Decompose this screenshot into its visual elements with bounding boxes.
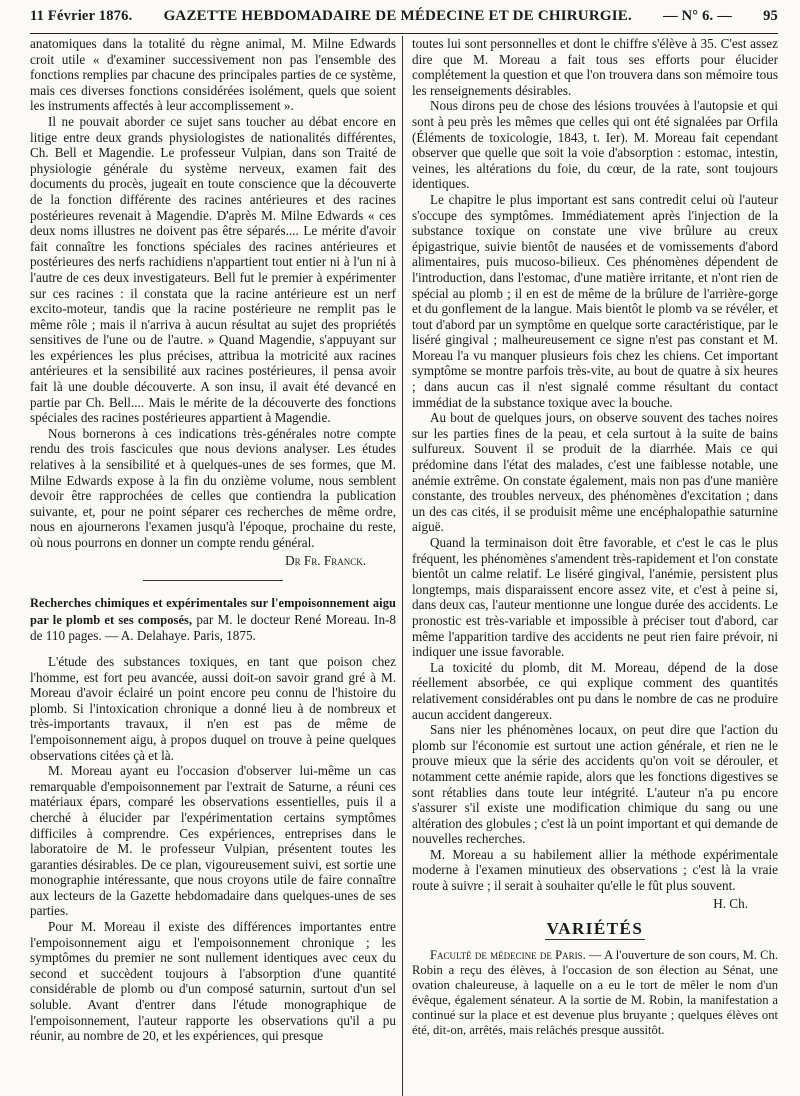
- left-column: [30, 36, 404, 1044]
- paragraph: M. Moreau a su habilement allier la méthode expérimentale moderne à l'examen minutieux des observations ; c'est là la vraie route à suivre ; il serait à souhaiter qu'elle le fût plus souvent.: [412, 846, 778, 894]
- paragraph: toutes lui sont personnelles et dont le chiffre s'élève à 35. C'est assez dire que M. Moreau a fait tous ses efforts pour élucider complétement la question et que l'on trouvera dans son mémoire tous les renseignements désirables.: [412, 36, 778, 98]
- issue-number: — N° 6. —: [663, 8, 732, 24]
- varietes-paragraph: [412, 948, 778, 1038]
- paragraph: M. Moreau ayant eu l'occasion d'observer lui-même un cas remarquable d'empoisonnement par l'extrait de Saturne, a réuni ces matériaux épars, comparé les observations essentielles, puis il a cherché à élucider par l'expérimentation certains symptômes difficiles à comprendre. Ces expériences, entreprises dans le laboratoire de M. le professeur Vulpian, présentent toutes les garanties désirables. De ce plan, vigoureusement suivi, est sortie une monographie intéressante, que nous croyons utile de faire connaître aux lecteurs de la Gazette hebdomadaire dans quelques-unes de ses parties.: [30, 763, 396, 919]
- separator-rule: [143, 580, 283, 581]
- paragraph: anatomiques dans la totalité du règne animal, M. Milne Edwards croit utile « d'examiner successivement non pas l'ensemble des fonctions remplies par chacune des principales parties de ce système, mais ces diverses fonctions considérées isolément, quels que soient les instruments affectés à leur accomplissement ».: [30, 36, 396, 114]
- paragraph: Nous bornerons à ces indications très-générales notre compte rendu des trois fascicules que nous devions analyser. Les études relatives à la sensibilité et à quelques-unes de ses formes, que M. Milne Edwards expose à la fin du onzième volume, nous semblent devoir être rapprochées de celles que contiendra la publication suivante, et, pour ne point séparer ces recherches de même ordre, nous en ajournerons l'examen jusqu'à l'époque, prochaine du reste, où nous pourrons en donner un compte rendu général.: [30, 425, 396, 550]
- page-number: 95: [763, 8, 778, 24]
- varietes-lead: Faculté de médecine de Paris.: [430, 947, 586, 962]
- journal-title: GAZETTE HEBDOMADAIRE DE MÉDECINE ET DE CHIRURGIE.: [163, 8, 632, 24]
- paragraph: La toxicité du plomb, dit M. Moreau, dépend de la dose réellement absorbée, ce qui explique comment des quantités relativement considérables ont pu dans le nombre de cas ne produire aucun accident dangereux.: [412, 659, 778, 722]
- paragraph: Quand la terminaison doit être favorable, et c'est le cas le plus fréquent, les phénomènes s'amendent très-rapidement et l'on constate bientôt un calme relatif. Le liséré gingival, l'anémie, persistent plus longtemps, mais disparaissent encore assez vite, et c'est à peine si, dans deux cas, l'auteur mentionne une longue durée des accidents. Le pronostic est très-variable et impossible à préciser tout d'abord, car même l'apparition tardive des accidents ne peut rien faire prévoir, ni indiquer une issue favorable.: [412, 535, 778, 660]
- review-details: par M. le docteur René Moreau. In-8 de 110 pages. — A. Delahaye. Paris, 1875.: [30, 611, 397, 644]
- signature-franck: Dr Fr. Franck.: [285, 552, 366, 568]
- paragraph: Le chapitre le plus important est sans contredit celui où l'auteur s'occupe des symptômes. Immédiatement après l'injection de la substance toxique on constate une vive brûlure au creux épigastrique, suivie bientôt de nausées et de vomissements d'abord alimentaires, puis mucoso-bilieux. Ces phénomènes dépendent de l'introduction, dans l'estomac, d'une matière irritante, et n'ont rien de spécial au plomb ; il en est de même de la brûlure de l'arrière-gorge et du gonflement de la langue. Mais bientôt le plomb va se révéler, et tout d'abord par un symptôme en quelque sorte caractéristique, par le liséré gingival ; malheureusement ce signe n'est pas constant et M. Moreau l'a vu manquer plusieurs fois chez les chiens. Cet important symptôme se montre parfois très-vite, au bout de quatre à six heures ; dans aucun cas il n'est signalé comme résultant du contact immédiat de la substance toxique avec la bouche.: [412, 191, 778, 410]
- review-heading: [30, 595, 396, 644]
- paragraph: Il ne pouvait aborder ce sujet sans toucher au débat encore en litige entre deux grands physiologistes de nationalités différentes, Ch. Bell et Magendie. Le professeur Vulpian, dans son Traité de physiologie générale du système nerveux, examen fait des documents du procès, jugeait en toute conscience que la découverte de la fonction différente des racines antérieures et des racines postérieures revenait à Magendie. D'après M. Milne Edwards « ces deux noms illustres ne doivent pas être séparés.... Le mérite d'avoir fait connaître les fonctions spéciales des racines antérieures et postérieures des nerfs rachidiens n'appartient tout entier ni à l'un ni à l'autre de ces deux investigateurs. Bell fut le premier à expérimenter sur ces racines : il constata que la racine antérieure est un nerf excito-moteur, tandis que la racine postérieure ne remplit pas le même rôle ; mais il n'arriva à aucun résultat au sujet des propriétés sensitives de l'une ou de l'autre. » Quand Magendie, s'appuyant sur les expériences les plus précises, attribua la motricité aux racines antérieures et la sensibilité aux racines postérieures, il pensa avoir fait là une double découverte. A son insu, il avait été devancé en partie par Ch. Bell.... Mais le mérite de la découverte des fonctions spéciales des racines postérieures appartient à Magendie.: [30, 113, 396, 426]
- column-divider: [402, 36, 403, 1096]
- paragraph: Nous dirons peu de chose des lésions trouvées à l'autopsie et qui sont à peu près les mêmes que celles qui ont été signalées par Orfila (Éléments de toxicologie, 1843, t. Ier). M. Moreau fait cependant observer que quelle que soit la voie d'absorption : estomac, intestin, veines, les altérations du foie, du cœur, de la rate, sont toujours identiques.: [412, 98, 778, 192]
- paragraph: Au bout de quelques jours, on observe souvent des taches noires sur les parties fines de la peau, et cela surtout à la suite de bains sulfureux. Souvent il se produit de la diarrhée. Mais ce qui prédomine dans l'état des malades, c'est une faiblesse notable, une anémie extrême. On constate également, mais non pas d'une manière constante, des troubles nerveux, des phénomènes d'excitation ; dans un des cas cités, il se produisit même une encéphalopathie saturnine aiguë.: [412, 410, 778, 535]
- varietes-text: — A l'ouverture de son cours, M. Ch. Robin a reçu des élèves, à l'occasion de son élection au Sénat, une ovation chaleureuse, à laquelle on a eu le tort de mêler le nom d'un évêque, également sénateur. A la sortie de M. Robin, la manifestation a continué sur la place et est devenue plus bruyante ; quelques élèves ont été, dit-on, arrêtés, mais relâchés presque aussitôt.: [412, 947, 779, 1037]
- paragraph: Pour M. Moreau il existe des différences importantes entre l'empoisonnement aigu et l'empoisonnement chronique ; les symptômes du premier ne sont nullement identiques avec ceux du second et succèdent toujours à l'absorption d'une quantité considérable de plomb ou d'un composé saturnin, surtout d'un sel soluble. Avant d'entrer dans l'étude monographique de l'empoisonnement, l'auteur rapporte les observations qu'il a pu réunir, au nombre de 20, et les expériences, qui presque: [30, 919, 396, 1044]
- review-title: Recherches chimiques et expérimentales sur l'empoisonnement aigu par le plomb et ses composés,: [30, 596, 396, 627]
- paragraph: L'étude des substances toxiques, en tant que poison chez l'homme, est fort peu avancée, aussi doit-on savoir grand gré à M. Moreau d'avoir éclairé un point encore peu connu de l'histoire du plomb. Si l'intoxication chronique a donné lieu à de nombreux et très-importants travaux, il n'en est pas de même de l'empoisonnement aigu, à propos duquel on trouve à peine quelques observations citées çà et là.: [30, 653, 396, 763]
- signature-ch: H. Ch.: [713, 895, 748, 911]
- text-columns: [30, 36, 778, 1044]
- page-header: [30, 8, 778, 34]
- paragraph: Sans nier les phénomènes locaux, on peut dire que l'action du plomb sur l'économie est surtout une action générale, et rien ne le prouve mieux que la série des accidents qu'on voit se dérouler, et notamment cette anémie rapide, alors que les fonctions digestives se sont rétablies dans toute leur intégrité. L'auteur n'a pu encore s'assurer s'il existe une modification chimique du sang ou une altération des globules ; c'est là un point important et qui demande de nouvelles recherches.: [412, 722, 778, 847]
- right-column: [404, 36, 778, 1044]
- varietes-heading: VARIÉTÉS: [546, 919, 644, 939]
- issue-date: 11 Février 1876.: [30, 8, 133, 24]
- separator-rule: [545, 939, 645, 940]
